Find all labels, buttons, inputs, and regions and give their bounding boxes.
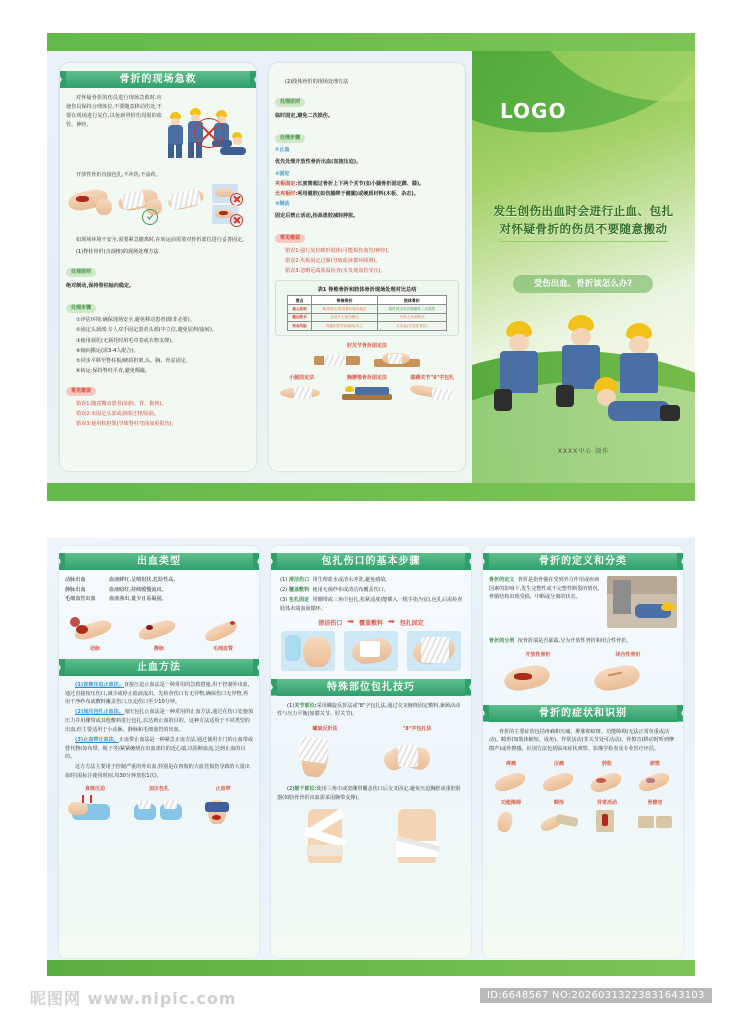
symptom-row-2 bbox=[487, 799, 679, 834]
list-item bbox=[280, 586, 465, 595]
method-key: (2)加压包扎止血法。 bbox=[75, 709, 124, 716]
step1-text: 优先处理开放性骨折出血(直接压迫)。 bbox=[275, 159, 362, 166]
table-cell: 绝对制动,保持脊柱轴向稳定 bbox=[312, 305, 378, 313]
method-text: 直接压迫止血法是一种常用的急救措施,用于控制外出血,通过直接按压伤口,减少或停止血液流出。先检查伤口有无异物,确保伤口无异物,再用干净纱布或敷料覆盖伤口,压迫伤口至少10分钟。 bbox=[65, 682, 250, 706]
definition-key: 骨折的定义 bbox=[489, 577, 515, 583]
table-row bbox=[288, 313, 447, 321]
cover-illustration-workers bbox=[490, 313, 680, 433]
bandaging-step-list bbox=[271, 576, 471, 614]
error-item: 错误1:随意搬动患者(如抱、背、拖拽)。 bbox=[76, 400, 167, 407]
image-cell bbox=[488, 760, 534, 795]
panel-mid-principle-text: 临时固定,避免二次损伤。 bbox=[275, 113, 333, 119]
image-caption: 异常活动 bbox=[596, 799, 617, 806]
tag-errors-mid: 常见错误 bbox=[275, 234, 305, 243]
bleeding-type-desc: 血液暗红,持续缓慢流出。 bbox=[109, 586, 167, 593]
step-key: 包扎固定 bbox=[288, 597, 310, 604]
list-item bbox=[65, 595, 253, 605]
splint-cell bbox=[400, 374, 465, 402]
table-row bbox=[288, 322, 447, 330]
image-caption: 压痛 bbox=[553, 760, 564, 767]
tag-principle-left: 处理原则 bbox=[66, 268, 96, 277]
panel-left-principle-text: 绝对制动,保持脊柱轴向稳定。 bbox=[66, 282, 135, 289]
table-cell: 致命风险 bbox=[288, 322, 312, 330]
step-item: ①评估环境:确保现场安全,避免移动患者(除非必要)。 bbox=[76, 317, 195, 324]
method-tail: 这方方法主要用于控制严重的外出血,特别是在四肢的大血管损伤导致的大量出血时(需标注使用时间,每30分钟放松1次)。 bbox=[65, 764, 250, 780]
tag-principle-mid: 处理原则 bbox=[275, 98, 305, 107]
method-key: (3)止血带止血法。 bbox=[75, 736, 119, 743]
bleeding-type-name: 毛细血管出血 bbox=[65, 596, 96, 603]
step1-key: ①止血 bbox=[275, 147, 290, 154]
symptoms-text: 骨折的主要症状包括疼痛和压痛、肿胀和瘀斑、功能障碍(无法正常负重或活动)、畸形(如肢体缩短、成角)、异常活动(非关节处可活动)、骨擦音(移动时听到摩擦声)或骨擦感。识别方法包括临床症状观察、影像学检查及专业医疗评估。 bbox=[489, 728, 675, 752]
image-cell bbox=[536, 760, 582, 795]
image-cell bbox=[407, 631, 461, 671]
splint-illustrations bbox=[269, 342, 465, 402]
splint-image bbox=[312, 351, 362, 369]
arrow-right-icon: ➡ bbox=[347, 617, 354, 627]
table-cell: 核心原则 bbox=[288, 305, 312, 313]
bleeding-type-desc: 血液鲜红,呈喷射状,危险性高。 bbox=[109, 577, 179, 583]
image-cell bbox=[130, 785, 188, 826]
bandaging-step-images bbox=[277, 631, 465, 671]
image-caption: 直接压迫 bbox=[84, 785, 105, 792]
image-caption: 功能障碍 bbox=[500, 799, 521, 806]
bleeding-type-name: 静脉出血 bbox=[65, 586, 86, 593]
image-caption: 肿胀 bbox=[601, 760, 612, 767]
symptom-row-1 bbox=[487, 760, 679, 795]
tip-key: 关节部位: bbox=[294, 702, 317, 709]
error-item: 错误1:强行复位畸形肢体(可能损伤血管/神经)。 bbox=[285, 247, 393, 254]
flow-step: 清洁伤口 bbox=[318, 619, 343, 627]
splint-cell bbox=[269, 374, 334, 402]
step-num: (2) bbox=[280, 587, 288, 594]
flow-step: 覆盖敷料 bbox=[358, 619, 383, 627]
fracture-symptoms-heading: 骨折的症状和识别 bbox=[489, 705, 677, 722]
image-caption: 加压包扎 bbox=[148, 785, 169, 792]
image-id-badge: ID:6648567 NO:20260313223831643103 bbox=[480, 988, 712, 1003]
image-cell bbox=[386, 807, 448, 865]
bandaging-steps-heading: 包扎伤口的基本步骤 bbox=[277, 553, 465, 570]
step-text: 用绷带或三角巾包扎,松紧适度(能插入一根手指为宜),包扎后需检查肢体末端血液循环。 bbox=[280, 597, 463, 612]
image-cell bbox=[194, 611, 252, 652]
step-text: 使用无菌纱布或清洁布覆盖伤口。 bbox=[312, 587, 389, 594]
error-item: 错误2:未固定头部或颈部过伸/屈曲。 bbox=[76, 410, 160, 417]
illustration-fall-accident bbox=[607, 576, 677, 628]
panel-left-intro-2: 开放性骨折直接包扎,不冲洗,不涂药。 bbox=[76, 172, 161, 178]
step2a-key: 夹板固定: bbox=[275, 181, 298, 188]
step2b-key: 无夹板时: bbox=[275, 191, 298, 198]
hemostasis-heading: 止血方法 bbox=[65, 659, 253, 676]
bleeding-types-heading: 出血类型 bbox=[65, 553, 253, 570]
panel-bleeding bbox=[59, 546, 259, 958]
image-cell bbox=[498, 651, 579, 695]
method-text: 止血带止血法是一种紧急止血方法,通过使用专门的止血带或替代物(如布带、绳子等)紧紧缠绕在出血部位的近心端,以阻断血流,达到止血的目的。 bbox=[65, 736, 253, 761]
site-watermark: 昵图网 www.nipic.com bbox=[30, 989, 237, 1008]
splint-cell bbox=[335, 374, 400, 402]
image-cell bbox=[281, 631, 335, 671]
step-item: ③使用颈托(无颈托时用毛巾卷或衣物支撑)。 bbox=[76, 337, 177, 344]
cover-title-line2: 对怀疑骨折的伤员不要随意搬动 bbox=[500, 221, 668, 242]
step-num: (3) bbox=[280, 597, 288, 604]
list-item bbox=[280, 576, 465, 585]
image-cell bbox=[488, 799, 534, 834]
step2-key: ②固定 bbox=[275, 170, 290, 177]
image-caption: 肘关节骨折固定法 bbox=[346, 342, 387, 349]
bottom-sheet-green-footer bbox=[47, 960, 695, 976]
bleeding-type-desc: 血液渗出,量少且易凝固。 bbox=[109, 596, 167, 603]
cover-title bbox=[482, 203, 685, 242]
image-cell bbox=[294, 807, 356, 865]
step2b-text: 利用健肢(如伤腿绑于健腿)或硬质材料(木板、杂志)。 bbox=[297, 191, 419, 198]
step-key: 覆盖敷料 bbox=[288, 587, 310, 594]
classification-key: 骨折的分类 bbox=[489, 638, 515, 644]
method-text: 加压包扎止血法是一种常用的止血方法,通过在伤口处施加压力并用绷带或其他敷料进行包扎,以达到止血的目的。这种方法适用于不同类型的出血,但主要适用于小动脉、静脉和毛细血管的出血。 bbox=[65, 709, 253, 733]
image-caption: 开放性骨折 bbox=[525, 651, 551, 658]
image-caption: 止血带 bbox=[215, 785, 231, 792]
method-key: (1)直接压迫止血法。 bbox=[75, 682, 124, 689]
image-caption: 骨擦音 bbox=[647, 799, 663, 806]
bandaging-flow bbox=[271, 618, 471, 627]
image-cell bbox=[588, 651, 669, 695]
illustration-no-move-injured bbox=[164, 102, 248, 160]
step-item: ②固定头颈部:专人双手固定患者头部(中立位,避免屈伸/旋转)。 bbox=[76, 327, 217, 334]
comparison-table-block bbox=[275, 280, 459, 335]
table-cell: 可单人协助移动 bbox=[377, 313, 446, 321]
cover-subtitle: 受伤出血、骨折该怎么办? bbox=[513, 275, 653, 293]
image-caption: 螺旋反折法 bbox=[312, 725, 338, 732]
fracture-class-images bbox=[493, 651, 673, 695]
hemostasis-images bbox=[63, 785, 255, 826]
panel-left-intro-3: 如现场环境不安全,需要紧急撤离时,在转运前需要对骨折部位进行妥善固定。 bbox=[76, 236, 248, 243]
arrow-right-icon: ➡ bbox=[388, 617, 395, 627]
list-item bbox=[280, 596, 465, 613]
table-cell: 脊髓损伤导致瘫痪/死亡 bbox=[312, 322, 378, 330]
image-cell bbox=[536, 799, 582, 834]
image-cell bbox=[632, 799, 678, 834]
image-caption: 膝踝关节"8"字包扎 bbox=[410, 374, 455, 381]
error-item: 错误3:忽略远端肤温检查(未发现血管受压)。 bbox=[285, 267, 386, 274]
tip-num: (1) bbox=[287, 702, 295, 709]
image-caption: 畸形 bbox=[553, 799, 564, 806]
panel-left-heading: 骨折的现场急救 bbox=[66, 71, 250, 88]
table-col-header: 要点 bbox=[288, 296, 312, 305]
special-bandaging-heading: 特殊部位包扎技巧 bbox=[277, 679, 465, 696]
image-caption: "8"字包扎法 bbox=[402, 725, 432, 732]
image-caption: 疼痛 bbox=[505, 760, 516, 767]
definition-text: 骨折是指骨骼在受到外力作用或疾病因素的影响下,发生完整性或不完整性断裂的情况,骨骼结构出现受损、中断或分离的状态。 bbox=[489, 577, 600, 601]
image-cell bbox=[344, 631, 398, 671]
tip-text: 使用三角巾或宽绷带覆盖伤口后交叉固定,避免压迫胸腔或重腔脏器(如肋骨骨折出血需采用胸带支撑)。 bbox=[277, 785, 461, 801]
tip-text: 采用螺旋反折法或"8"字包扎法,通过交叉缠绕固定敷料,兼顾活动性与压力平衡(如膝关节、肘关节)。 bbox=[277, 702, 461, 718]
image-cell bbox=[584, 760, 630, 795]
table-title: 表1 脊椎骨折和肢体骨折现场处理对比总结 bbox=[317, 287, 417, 294]
tip-num: (2) bbox=[287, 785, 295, 792]
bottom-sheet bbox=[47, 538, 695, 976]
panel-left-intro-1: 对怀疑骨折的伤员进行现场急救时,应使伤员保持合理体位,不要随意移动伤处,不要在现场进行复位,以免新骨折伤周围的血管、神经。 bbox=[66, 95, 162, 128]
logo: LOGO bbox=[500, 99, 567, 123]
image-caption: 胸腰椎骨折固定法 bbox=[346, 374, 387, 381]
error-item: 错误2:夹板固定过紧(导致血液循环障碍)。 bbox=[285, 257, 381, 264]
tip-key: 躯干部位: bbox=[294, 785, 317, 792]
flow-step: 包扎固定 bbox=[399, 619, 424, 627]
step-num: (1) bbox=[280, 577, 288, 583]
panel-left-section-title: (1)脊柱骨折(含颈椎)的现场处理方法 bbox=[76, 248, 159, 255]
comparison-table bbox=[287, 295, 447, 330]
image-caption: 小腿固定法 bbox=[289, 374, 315, 381]
step3-text: 固定后禁止活动,抬高患肢减轻肿胀。 bbox=[275, 213, 359, 220]
tag-steps-left: 处理步骤 bbox=[66, 304, 96, 313]
image-caption: 静脉 bbox=[153, 646, 164, 653]
image-cell bbox=[130, 611, 188, 652]
table-header-row bbox=[288, 296, 447, 305]
panel-limb-fracture bbox=[269, 63, 465, 471]
image-cell bbox=[584, 799, 630, 834]
list-item bbox=[65, 586, 253, 596]
image-caption: 瘀斑 bbox=[649, 760, 660, 767]
image-caption: 毛细血管 bbox=[212, 646, 233, 653]
step-item: ⑤同步平移至脊柱板/硬质担架,头、胸、骨盆固定。 bbox=[76, 357, 191, 364]
panel-mid-section-title: (2)肢体骨折的现场处理方法 bbox=[285, 79, 349, 85]
table-cell: 临时固定骨折端避免二次损伤 bbox=[377, 305, 446, 313]
illustration-open-fracture-dressing bbox=[66, 183, 250, 233]
list-item bbox=[65, 576, 253, 586]
image-caption: 动脉 bbox=[89, 646, 100, 653]
step-text: 用生理盐水或清水冲洗,避免感染。 bbox=[312, 577, 391, 583]
panel-bandaging bbox=[271, 546, 471, 958]
step-item: ④轴向搬运(需3-4人配合)。 bbox=[76, 347, 139, 354]
table-cell: 大出血(开放性骨折) bbox=[377, 322, 446, 330]
panel-fracture-definition bbox=[483, 546, 683, 958]
image-caption: 闭合性骨折 bbox=[615, 651, 641, 658]
tag-errors-left: 常见错误 bbox=[66, 387, 96, 396]
image-cell bbox=[66, 785, 124, 826]
image-cell bbox=[284, 725, 367, 781]
step-item: ⑥转运:保持脊柱平直,避免颠簸。 bbox=[76, 368, 151, 374]
table-col-header: 脊椎骨折 bbox=[312, 296, 378, 305]
torso-bandage-images bbox=[279, 807, 463, 865]
bleeding-type-name: 动脉出血 bbox=[65, 577, 86, 583]
step2a-text: 长度需超过骨折上下两个关节(如小腿骨折固定踝、膝)。 bbox=[297, 181, 425, 188]
error-item: 错误3:使用软担架(导致脊柱弯曲加重损伤)。 bbox=[76, 420, 177, 427]
top-green-bar bbox=[47, 33, 695, 51]
bottom-green-bar bbox=[47, 483, 695, 501]
cover-panel bbox=[472, 51, 695, 483]
image-cell bbox=[194, 785, 252, 826]
table-cell: 必须多人轴向搬运 bbox=[312, 313, 378, 321]
image-cell bbox=[376, 725, 459, 781]
top-sheet bbox=[47, 33, 695, 501]
bleeding-type-images bbox=[63, 611, 255, 652]
bleeding-type-list bbox=[65, 576, 253, 605]
step-key: 清洁伤口 bbox=[288, 577, 310, 583]
table-row bbox=[288, 305, 447, 313]
panel-fracture-first-aid bbox=[60, 63, 256, 471]
table-col-header: 肢体骨折 bbox=[377, 296, 446, 305]
splint-image bbox=[372, 351, 422, 369]
cover-title-line1: 发生创伤出血时会进行止血、包扎 bbox=[493, 204, 674, 218]
step3-key: ③制动 bbox=[275, 201, 290, 208]
image-cell bbox=[66, 611, 124, 652]
classification-text: 按骨折端是否暴露,分为开放性骨折和闭合性骨折。 bbox=[517, 638, 632, 644]
fracture-definition-heading: 骨折的定义和分类 bbox=[489, 553, 677, 570]
cover-credit: XXXX中心 制作 bbox=[557, 448, 610, 455]
table-cell: 搬运要求 bbox=[288, 313, 312, 321]
tag-steps-mid: 处理步骤 bbox=[275, 134, 305, 143]
image-cell bbox=[632, 760, 678, 795]
joint-bandage-images bbox=[279, 725, 463, 781]
